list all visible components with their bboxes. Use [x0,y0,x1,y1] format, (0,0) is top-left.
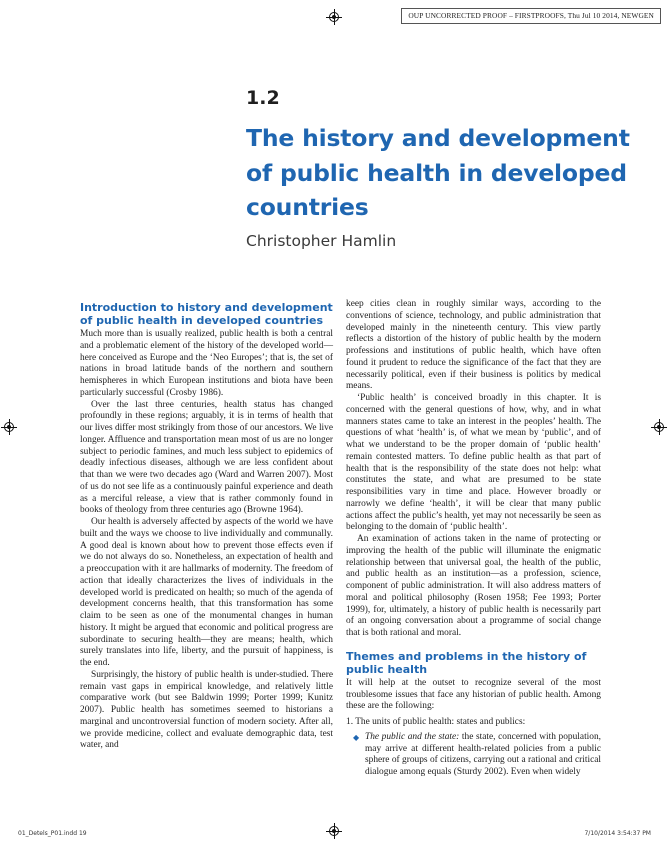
registration-mark-bottom-icon [329,826,339,836]
chapter-title: The history and development of public health in developed countries [246,124,630,221]
paragraph: Over the last three centuries, health status has changed profoundly in these regions; arguably, it is in terms of health that our lives differ most strikingly from those of our ancestors. We live longer. Affluence and transportation mean most of us are no longer subject to periodic famines, and much less subject to epidemics of deadly infectious diseases, although we are less confident about that than we were two decades ago (Ward and Warren 2007). Most of us do not see life as a continuously painful experience and death as a merciful release, a view that is rather commonly found in books of theology from three centuries ago (Browne 1964). [80,399,333,516]
paragraph: Our health is adversely affected by aspects of the world we have built and the ways we choose to live individually and communally. A good deal is known about how to prevent those effects even if we do not always do so. Nonetheless, an expectation of health and a preoccupation with it are hallmarks of modernity. The freedom of action that ideally characterizes the lives of individuals in the developed world is predicated on health; so much of the agenda of development concerns health, that this transformation has some claim to be seen as one of the monumental changes in human history. It might be argued that economic and political progress are subordinate to securing health—they are means; health, which surely translates into life, liberty, and the pursuit of happiness, is the end. [80,517,333,668]
registration-mark-left-icon [4,422,14,432]
proof-stamp: OUP UNCORRECTED PROOF – FIRSTPROOFS, Thu Jul 10 2014, NEWGEN [401,8,661,24]
footer-datetime: 7/10/2014 3:54:37 PM [584,830,651,837]
paragraph: An examination of actions taken in the name of protecting or improving the health of the public will illuminate the enigmatic relationship between that universal goal, the health of the public, and public health as an institution—as a profession, science, component of public administration. It will also address matters of moral and political philosophy (Rosen 1958; Fee 1993; Porter 1999), for, ultimately, a history of public health is necessarily part of an ongoing conversation about a programme of social change that is both rational and moral. [346,534,601,638]
paragraph: It will help at the outset to recognize several of the most troublesome issues that face any historian of public health. Among these are the following: [346,677,601,712]
list-item: 1. The units of public health: states and publics: [346,717,526,727]
chapter-author: Christopher Hamlin [246,232,397,250]
section-heading-intro: Introduction to history and development of public health in developed countries [80,301,333,327]
registration-mark-right-icon [654,422,664,432]
bullet-text: the state, concerned with population, may arrive at different health-related policies from a public sphere of groups of citizens, carrying out a rational and critical dialogue among equals (Sturdy 2002). Even when widely [365,731,601,777]
paragraph: Surprisingly, the history of public health is under-studied. There remain vast gaps in empirical knowledge, and relatively little comparative work (but see Baldwin 1999; Porter 1999; Kunitz 2007). Public health has sometimes seemed to historians a marginal and uncontroversial function of modern society. After all, we provide medicine, collect and evaluate demographic data, test water, and [80,669,333,751]
paragraph: ‘Public health’ is conceived broadly in this chapter. It is concerned with the general questions of how, why, and in what manners states came to take an interest in the peoples’ health. The questions of what ‘health’ is, of what we mean by ‘public’, and of what we understand to be the proper domain of ‘public health’ remain contested matters. To define public health as that part of health that is the responsibility of the state does not help: what constitutes the state, and what are presumed to be state responsibilities vary in time and place. However broadly or narrowly we define ‘health’, it will be clear that many public actions affect the public’s health, yet may not necessarily be seen as belonging to the domain of ‘public health’. [346,393,601,533]
paragraph: Much more than is usually realized, public health is both a central and a problematic element of the history of the developed world—here conceived as Europe and the ‘Neo Europes’; that is, the set of nations in broad latitude bands of the northern and southern hemispheres in which European institutions and biota have been particularly successful (Crosby 1986). [80,329,333,398]
bullet-diamond-icon: ◆ [353,732,360,742]
registration-mark-top-icon [329,12,339,22]
footer-file: 01_Detels_P01.indd 19 [18,830,87,837]
right-column [346,299,601,779]
bullet-lead: The public and the state: [365,731,460,742]
section-heading-themes: Themes and problems in the history of public health [346,649,587,676]
chapter-number: 1.2 [246,87,280,109]
paragraph: keep cities clean in roughly similar ways, according to the conventions of science, technology, and public administration that developed mainly in the nineteenth century. This view partly reflects a distortion of the history of public health by the modern professions and institutions of public health, which have often found it prudent to reduce the significance of the fact that they are necessarily political, even if their business is politics by medical means. [346,299,601,392]
bullet-item [346,732,601,779]
left-column [80,301,333,752]
